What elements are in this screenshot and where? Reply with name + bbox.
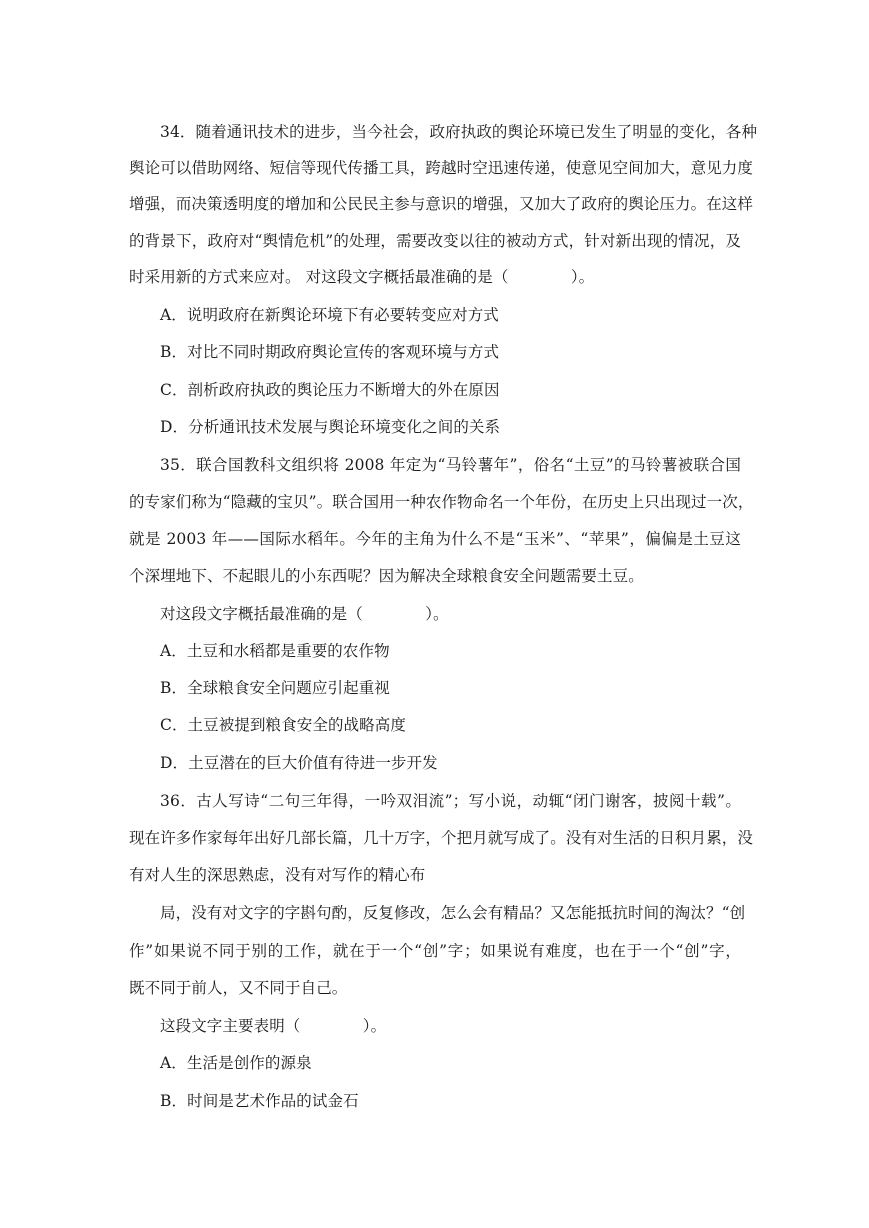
- q36-option-a: A．生活是创作的源泉: [160, 1054, 312, 1072]
- q35-option-a: A．土豆和水稻都是重要的农作物: [160, 642, 390, 660]
- q34-option-b: B．对比不同时期政府舆论宣传的客观环境与方式: [160, 343, 500, 361]
- q36-stem-line-3: 有对人生的深思熟虑，没有对写作的精心布: [129, 866, 426, 884]
- q35-option-c: C．土豆被提到粮食安全的战略高度: [160, 716, 406, 734]
- q35-stem-line-3: 就是 2003 年——国际水稻年。今年的主角为什么不是“玉米”、“苹果”，偏偏是土豆这: [129, 530, 741, 548]
- q34-option-c: C．剖析政府执政的舆论压力不断增大的外在原因: [160, 381, 500, 399]
- q36-stem-line-2: 现在许多作家每年出好几部长篇，几十万字，个把月就写成了。没有对生活的日积月累，没: [129, 829, 754, 847]
- q35-stem-line-4: 个深埋地下、不起眼儿的小东西呢？因为解决全球粮食安全问题需要土豆。: [129, 567, 644, 585]
- q36-stem-line-1: 36．古人写诗“二句三年得，一吟双泪流”；写小说，动辄“闭门谢客，披阅十载”。: [160, 792, 741, 810]
- q36-question: 这段文字主要表明（ ）。: [160, 1017, 387, 1035]
- q36-option-b: B．时间是艺术作品的试金石: [160, 1092, 359, 1110]
- q35-stem-line-2: 的专家们称为“隐藏的宝贝”。联合国用一种农作物命名一个年份，在历史上只出现过一次，: [129, 493, 754, 511]
- q35-option-d: D．土豆潜在的巨大价值有待进一步开发: [160, 754, 438, 772]
- q34-stem-line-4: 的背景下，政府对“舆情危机”的处理，需要改变以往的被动方式，针对新出现的情况，及: [129, 232, 741, 250]
- q34-stem-line-3: 增强，而决策透明度的增加和公民民主参与意识的增强，又加大了政府的舆论压力。在这样: [129, 195, 754, 213]
- q36-stem-line-5: 作”如果说不同于别的工作，就在于一个“创”字；如果说有难度，也在于一个“创”字，: [129, 942, 741, 960]
- q35-question: 对这段文字概括最准确的是（ ）。: [160, 605, 449, 623]
- q34-stem-line-2: 舆论可以借助网络、短信等现代传播工具，跨越时空迅速传递，使意见空间加大，意见力度: [129, 159, 754, 177]
- q35-option-b: B．全球粮食安全问题应引起重视: [160, 679, 390, 697]
- q34-option-d: D．分析通讯技术发展与舆论环境变化之间的关系: [160, 418, 501, 436]
- q34-stem-line-1: 34．随着通讯技术的进步，当今社会，政府执政的舆论环境已发生了明显的变化，各种: [160, 123, 758, 141]
- q34-option-a: A．说明政府在新舆论环境下有必要转变应对方式: [160, 306, 499, 324]
- q35-stem-line-1: 35．联合国教科文组织将 2008 年定为“马铃薯年”，俗名“土豆”的马铃薯被联合国: [160, 456, 741, 474]
- q36-stem-line-6: 既不同于前人，又不同于自己。: [129, 979, 348, 997]
- q36-stem-line-4: 局，没有对文字的字斟句酌，反复修改，怎么会有精品？又怎能抵抗时间的淘汰？“创: [160, 904, 746, 922]
- q34-stem-line-5: 时采用新的方式来应对。 对这段文字概括最准确的是（ ）。: [129, 268, 595, 286]
